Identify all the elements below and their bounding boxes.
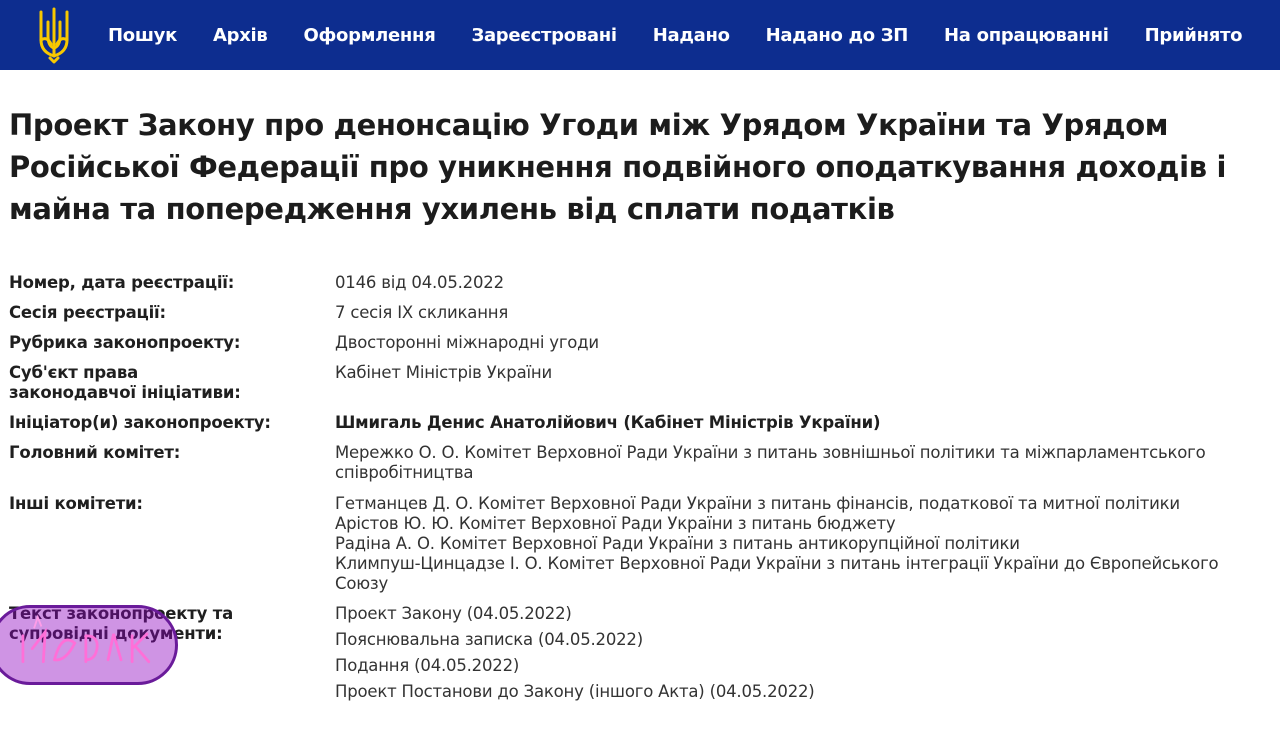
trident-emblem-icon[interactable] <box>34 6 74 64</box>
nav-item-adopted[interactable]: Прийнято <box>1144 24 1243 46</box>
other-committees-list <box>335 494 1269 594</box>
main-committee-label: Головний комітет: <box>9 443 181 462</box>
nav-item-in-review[interactable]: На опрацюванні <box>944 24 1109 46</box>
rubric-label: Рубрика законопроекту: <box>9 333 241 352</box>
subject-value: Кабінет Міністрів України <box>335 363 552 382</box>
watermark-graphic <box>0 608 175 682</box>
row-registration <box>9 273 1269 293</box>
documents-list <box>335 604 1269 708</box>
main-committee-value: Мережко О. О. Комітет Верховної Ради України з питань зовнішньої політики та міжпарламентського співробітництва <box>335 443 1206 482</box>
registration-label: Номер, дата реєстрації: <box>9 273 235 292</box>
channel-watermark-logo <box>0 605 178 685</box>
document-link[interactable]: Проект Закону (04.05.2022) <box>335 604 572 623</box>
document-link[interactable]: Подання (04.05.2022) <box>335 656 520 675</box>
row-session <box>9 303 1269 323</box>
registration-value: 0146 від 04.05.2022 <box>335 273 504 292</box>
nav-item-registered[interactable]: Зареєстровані <box>471 24 617 46</box>
document-link[interactable]: Пояснювальна записка (04.05.2022) <box>335 630 643 649</box>
nav-item-processing[interactable]: Оформлення <box>303 24 436 46</box>
subject-label: Суб'єкт права законодавчої ініціативи: <box>9 363 241 402</box>
session-value: 7 сесія IX скликання <box>335 303 509 322</box>
row-documents <box>9 604 1269 708</box>
list-item: Арістов Ю. Ю. Комітет Верховної Ради України з питань бюджету <box>335 514 896 533</box>
nav-item-archive[interactable]: Архів <box>213 24 268 46</box>
list-item: Гетманцев Д. О. Комітет Верховної Ради України з питань фінансів, податкової та митної політики <box>335 494 1180 513</box>
document-link[interactable]: Проект Постанови до Закону (іншого Акта) (04.05.2022) <box>335 682 815 701</box>
documents-label: Текст законопроекту та супровідні документи: <box>9 604 234 643</box>
nav-item-search[interactable]: Пошук <box>108 24 177 46</box>
initiator-value[interactable]: Шмигаль Денис Анатолійович (Кабінет Міністрів України) <box>335 413 881 432</box>
bill-details <box>9 273 1269 718</box>
session-label: Сесія реєстрації: <box>9 303 166 322</box>
row-main-committee <box>9 443 1269 483</box>
row-initiator <box>9 413 1269 433</box>
main-nav <box>108 0 1278 70</box>
nav-item-provided-to-zp[interactable]: Надано до ЗП <box>765 24 909 46</box>
row-rubric <box>9 333 1269 353</box>
row-subject <box>9 363 1269 403</box>
list-item: Радіна А. О. Комітет Верховної Ради України з питань антикорупційної політики <box>335 534 1020 553</box>
page-title: Проект Закону про денонсацію Угоди між Урядом України та Урядом Російської Федерації про уникнення подвійного оподаткування доходів і майна та попередження ухилень від сплати податків <box>9 108 1227 226</box>
rubric-value: Двосторонні міжнародні угоди <box>335 333 599 352</box>
other-committees-label: Інші комітети: <box>9 494 143 513</box>
initiator-label: Ініціатор(и) законопроекту: <box>9 413 271 432</box>
nav-item-provided[interactable]: Надано <box>652 24 730 46</box>
row-other-committees <box>9 494 1269 594</box>
list-item: Климпуш-Цинцадзе І. О. Комітет Верховної Ради України з питань інтеграції України до Європейського Союзу <box>335 554 1219 593</box>
top-navigation-bar <box>0 0 1280 70</box>
